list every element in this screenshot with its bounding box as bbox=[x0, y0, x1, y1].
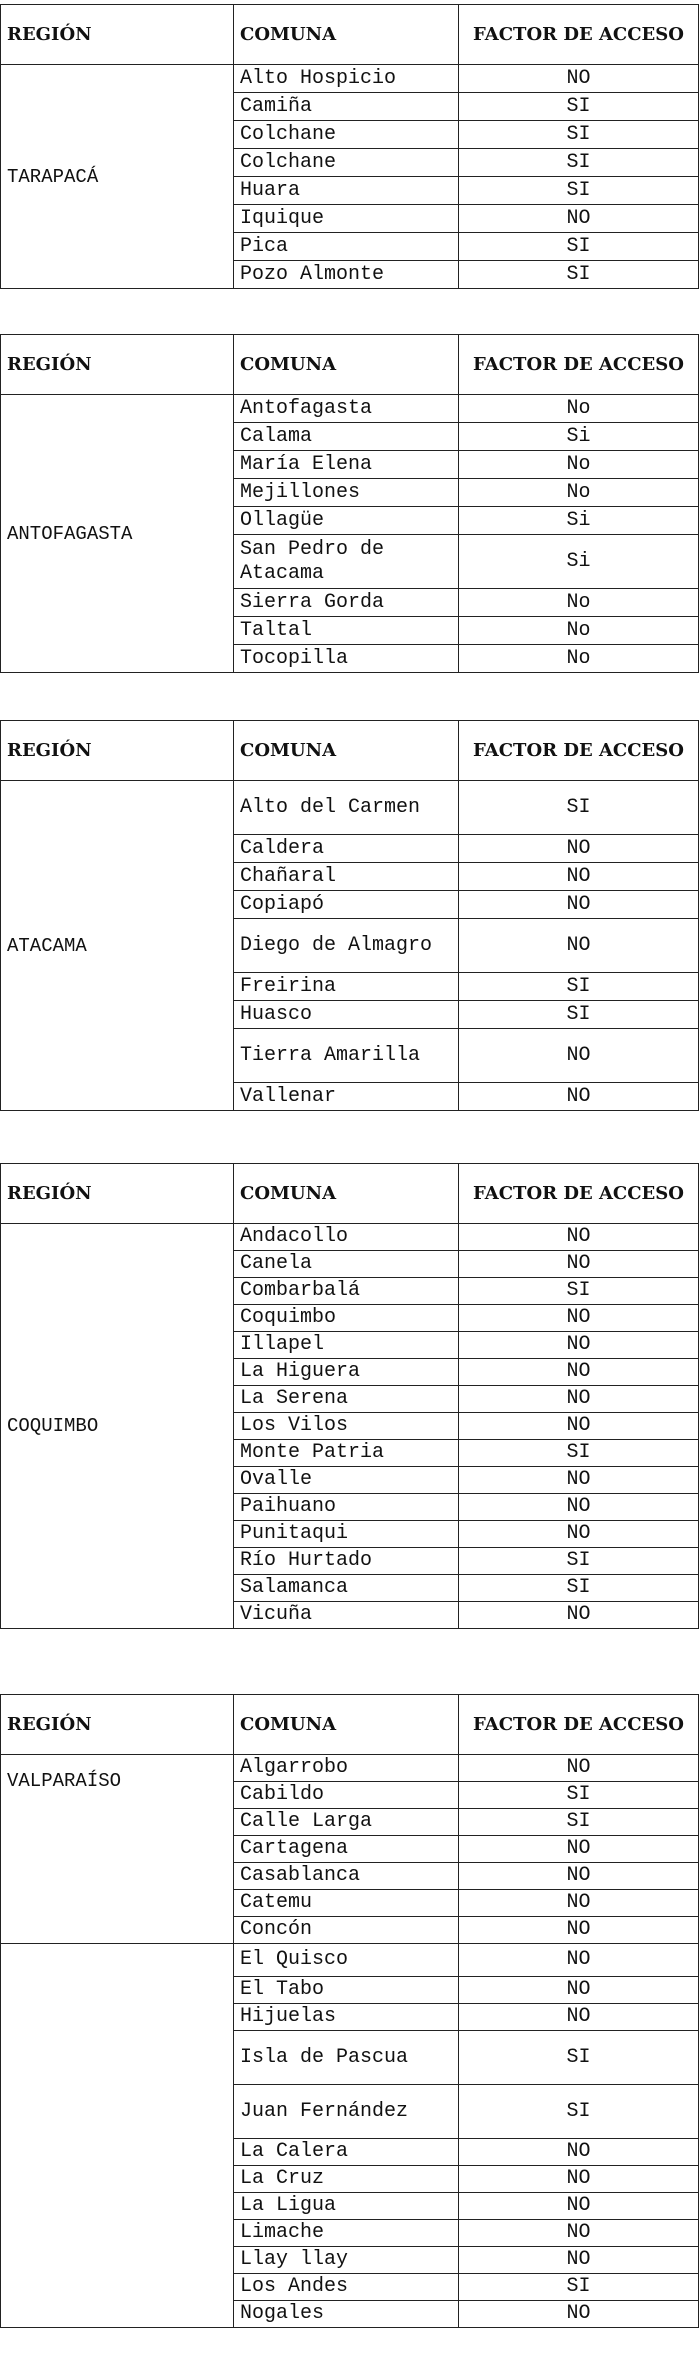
header-region: REGIÓN bbox=[1, 1695, 234, 1755]
comuna-cell: Limache bbox=[234, 2220, 459, 2247]
comuna-cell: El Tabo bbox=[234, 1977, 459, 2004]
table-row bbox=[1, 65, 699, 93]
comuna-cell: La Higuera bbox=[234, 1359, 459, 1386]
comuna-cell: Ovalle bbox=[234, 1467, 459, 1494]
header-region: REGIÓN bbox=[1, 335, 234, 395]
factor-cell: No bbox=[459, 479, 699, 507]
factor-cell: SI bbox=[459, 121, 699, 149]
header-region: REGIÓN bbox=[1, 721, 234, 781]
factor-cell: No bbox=[459, 589, 699, 617]
header-row bbox=[1, 721, 699, 781]
factor-cell: SI bbox=[459, 973, 699, 1001]
comuna-cell: El Quisco bbox=[234, 1944, 459, 1977]
factor-cell: SI bbox=[459, 1001, 699, 1029]
factor-cell: NO bbox=[459, 1944, 699, 1977]
comuna-cell: Chañaral bbox=[234, 863, 459, 891]
table-row bbox=[1, 395, 699, 423]
comuna-cell: Tocopilla bbox=[234, 645, 459, 673]
header-region: REGIÓN bbox=[1, 5, 234, 65]
factor-cell: NO bbox=[459, 1332, 699, 1359]
comuna-cell: Caldera bbox=[234, 835, 459, 863]
factor-cell: SI bbox=[459, 1548, 699, 1575]
header-comuna: COMUNA bbox=[234, 335, 459, 395]
factor-cell: SI bbox=[459, 2031, 699, 2085]
comuna-cell: Cabildo bbox=[234, 1782, 459, 1809]
table-row bbox=[1, 1755, 699, 1782]
factor-cell: SI bbox=[459, 93, 699, 121]
comuna-cell: Freirina bbox=[234, 973, 459, 1001]
comuna-cell: Mejillones bbox=[234, 479, 459, 507]
comuna-cell: Pica bbox=[234, 233, 459, 261]
comuna-cell: Huara bbox=[234, 177, 459, 205]
comuna-cell: Los Vilos bbox=[234, 1413, 459, 1440]
factor-cell: SI bbox=[459, 177, 699, 205]
factor-cell: NO bbox=[459, 1359, 699, 1386]
factor-cell: NO bbox=[459, 891, 699, 919]
factor-cell: NO bbox=[459, 1977, 699, 2004]
factor-cell: NO bbox=[459, 1413, 699, 1440]
header-factor: FACTOR DE ACCESO bbox=[459, 721, 699, 781]
comuna-cell: Juan Fernández bbox=[234, 2085, 459, 2139]
factor-cell: SI bbox=[459, 781, 699, 835]
comuna-cell: Alto Hospicio bbox=[234, 65, 459, 93]
table-row bbox=[1, 1944, 699, 1977]
comuna-cell: Combarbalá bbox=[234, 1278, 459, 1305]
factor-cell: Si bbox=[459, 423, 699, 451]
comuna-cell: Casablanca bbox=[234, 1863, 459, 1890]
factor-cell: No bbox=[459, 617, 699, 645]
factor-cell: SI bbox=[459, 2085, 699, 2139]
factor-cell: NO bbox=[459, 205, 699, 233]
comuna-cell: Colchane bbox=[234, 121, 459, 149]
comuna-cell: Alto del Carmen bbox=[234, 781, 459, 835]
factor-cell: NO bbox=[459, 2004, 699, 2031]
region-cell: TARAPACÁ bbox=[1, 65, 234, 289]
factor-cell: SI bbox=[459, 2274, 699, 2301]
factor-cell: SI bbox=[459, 149, 699, 177]
comuna-cell: Iquique bbox=[234, 205, 459, 233]
factor-cell: NO bbox=[459, 1029, 699, 1083]
factor-cell: Si bbox=[459, 507, 699, 535]
region-cell-empty bbox=[1, 1944, 234, 2328]
comuna-cell: La Ligua bbox=[234, 2193, 459, 2220]
header-comuna: COMUNA bbox=[234, 5, 459, 65]
factor-cell: NO bbox=[459, 1602, 699, 1629]
comuna-cell: Camiña bbox=[234, 93, 459, 121]
region-cell: ATACAMA bbox=[1, 781, 234, 1111]
comuna-cell: Diego de Almagro bbox=[234, 919, 459, 973]
region-cell: VALPARAÍSO bbox=[1, 1755, 234, 1944]
comuna-cell: La Cruz bbox=[234, 2166, 459, 2193]
table-row bbox=[1, 1224, 699, 1251]
comuna-cell: La Calera bbox=[234, 2139, 459, 2166]
comuna-cell: Huasco bbox=[234, 1001, 459, 1029]
factor-cell: NO bbox=[459, 1386, 699, 1413]
factor-cell: SI bbox=[459, 233, 699, 261]
comuna-cell: Catemu bbox=[234, 1890, 459, 1917]
comuna-cell: San Pedro de Atacama bbox=[234, 535, 459, 589]
factor-cell: SI bbox=[459, 1278, 699, 1305]
factor-cell: SI bbox=[459, 1440, 699, 1467]
factor-cell: NO bbox=[459, 2220, 699, 2247]
header-factor: FACTOR DE ACCESO bbox=[459, 1164, 699, 1224]
factor-cell: NO bbox=[459, 1890, 699, 1917]
factor-cell: No bbox=[459, 645, 699, 673]
comuna-cell: Pozo Almonte bbox=[234, 261, 459, 289]
comuna-cell: Colchane bbox=[234, 149, 459, 177]
table-row bbox=[1, 781, 699, 835]
header-factor: FACTOR DE ACCESO bbox=[459, 335, 699, 395]
header-comuna: COMUNA bbox=[234, 1695, 459, 1755]
region-table-tarapaca bbox=[0, 4, 699, 289]
comuna-cell: Canela bbox=[234, 1251, 459, 1278]
header-row bbox=[1, 5, 699, 65]
header-region: REGIÓN bbox=[1, 1164, 234, 1224]
comuna-cell: Hijuelas bbox=[234, 2004, 459, 2031]
comuna-cell: Paihuano bbox=[234, 1494, 459, 1521]
factor-cell: NO bbox=[459, 1494, 699, 1521]
comuna-cell: Cartagena bbox=[234, 1836, 459, 1863]
factor-cell: NO bbox=[459, 1755, 699, 1782]
factor-cell: NO bbox=[459, 1251, 699, 1278]
region-table-valparaiso bbox=[0, 1694, 699, 2328]
comuna-cell: Sierra Gorda bbox=[234, 589, 459, 617]
comuna-cell: María Elena bbox=[234, 451, 459, 479]
comuna-cell: Llay llay bbox=[234, 2247, 459, 2274]
header-row bbox=[1, 1695, 699, 1755]
region-cell: ANTOFAGASTA bbox=[1, 395, 234, 673]
region-cell: COQUIMBO bbox=[1, 1224, 234, 1629]
factor-cell: NO bbox=[459, 2139, 699, 2166]
factor-cell: NO bbox=[459, 2247, 699, 2274]
factor-cell: NO bbox=[459, 1917, 699, 1944]
header-factor: FACTOR DE ACCESO bbox=[459, 5, 699, 65]
factor-cell: NO bbox=[459, 1863, 699, 1890]
factor-cell: No bbox=[459, 451, 699, 479]
comuna-cell: La Serena bbox=[234, 1386, 459, 1413]
comuna-cell: Illapel bbox=[234, 1332, 459, 1359]
comuna-cell: Calama bbox=[234, 423, 459, 451]
comuna-cell: Vallenar bbox=[234, 1083, 459, 1111]
factor-cell: NO bbox=[459, 835, 699, 863]
comuna-cell: Nogales bbox=[234, 2301, 459, 2328]
factor-cell: SI bbox=[459, 261, 699, 289]
comuna-cell: Punitaqui bbox=[234, 1521, 459, 1548]
factor-cell: NO bbox=[459, 1083, 699, 1111]
comuna-cell: Río Hurtado bbox=[234, 1548, 459, 1575]
factor-cell: SI bbox=[459, 1809, 699, 1836]
comuna-cell: Monte Patria bbox=[234, 1440, 459, 1467]
factor-cell: SI bbox=[459, 1782, 699, 1809]
comuna-cell: Ollagüe bbox=[234, 507, 459, 535]
comuna-cell: Vicuña bbox=[234, 1602, 459, 1629]
factor-cell: NO bbox=[459, 2301, 699, 2328]
header-factor: FACTOR DE ACCESO bbox=[459, 1695, 699, 1755]
factor-cell: NO bbox=[459, 1305, 699, 1332]
factor-cell: NO bbox=[459, 1521, 699, 1548]
factor-cell: NO bbox=[459, 2193, 699, 2220]
comuna-cell: Coquimbo bbox=[234, 1305, 459, 1332]
factor-cell: NO bbox=[459, 863, 699, 891]
comuna-cell: Andacollo bbox=[234, 1224, 459, 1251]
comuna-cell: Los Andes bbox=[234, 2274, 459, 2301]
comuna-cell: Isla de Pascua bbox=[234, 2031, 459, 2085]
header-row bbox=[1, 335, 699, 395]
header-comuna: COMUNA bbox=[234, 1164, 459, 1224]
comuna-cell: Concón bbox=[234, 1917, 459, 1944]
factor-cell: NO bbox=[459, 1224, 699, 1251]
region-table-coquimbo bbox=[0, 1163, 699, 1629]
comuna-cell: Algarrobo bbox=[234, 1755, 459, 1782]
comuna-cell: Salamanca bbox=[234, 1575, 459, 1602]
comuna-cell: Copiapó bbox=[234, 891, 459, 919]
factor-cell: No bbox=[459, 395, 699, 423]
factor-cell: NO bbox=[459, 1836, 699, 1863]
region-table-antofagasta bbox=[0, 334, 699, 673]
comuna-cell: Tierra Amarilla bbox=[234, 1029, 459, 1083]
factor-cell: NO bbox=[459, 2166, 699, 2193]
region-table-atacama bbox=[0, 720, 699, 1111]
header-row bbox=[1, 1164, 699, 1224]
factor-cell: NO bbox=[459, 1467, 699, 1494]
header-comuna: COMUNA bbox=[234, 721, 459, 781]
comuna-cell: Calle Larga bbox=[234, 1809, 459, 1836]
comuna-cell: Antofagasta bbox=[234, 395, 459, 423]
factor-cell: SI bbox=[459, 1575, 699, 1602]
factor-cell: Si bbox=[459, 535, 699, 589]
factor-cell: NO bbox=[459, 919, 699, 973]
factor-cell: NO bbox=[459, 65, 699, 93]
comuna-cell: Taltal bbox=[234, 617, 459, 645]
